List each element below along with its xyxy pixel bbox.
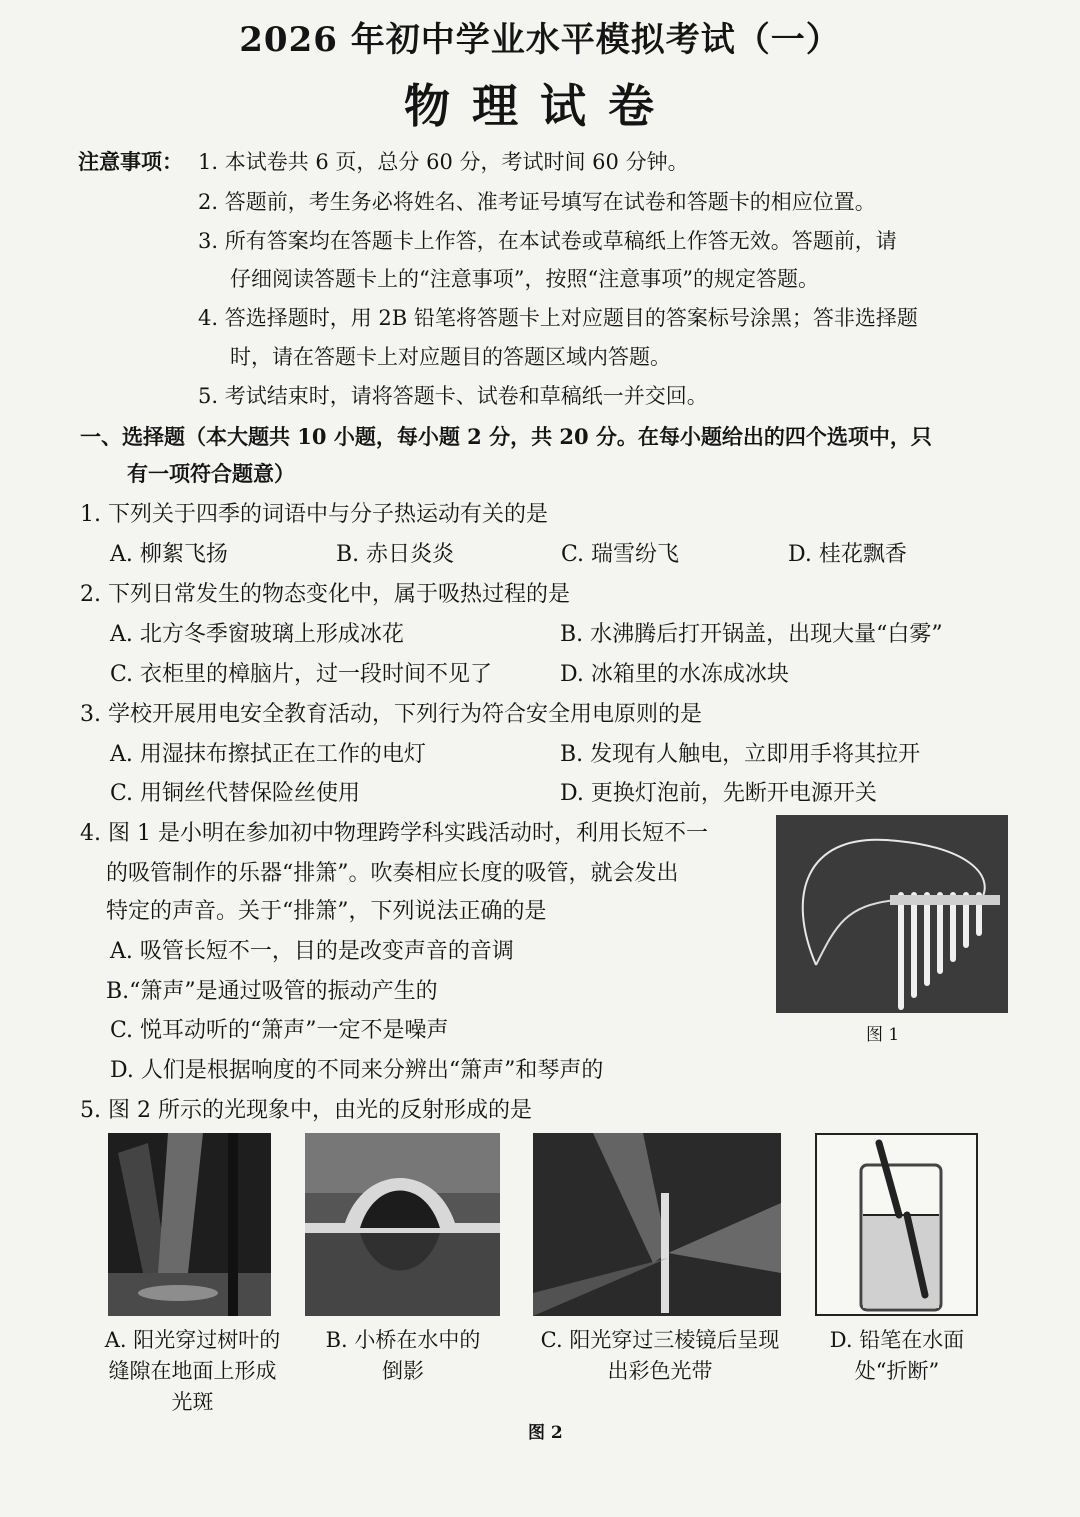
q5-photo-a-tree-light (108, 1133, 271, 1316)
q5-photo-c-prism (533, 1133, 781, 1316)
q3-stem: 3. 学校开展用电安全教育活动，下列行为符合安全用电原则的是 (80, 702, 702, 727)
q3-option-b: B. 发现有人触电，立即用手将其拉开 (560, 742, 921, 767)
notice-item-3: 3. 所有答案均在答题卡上作答，在本试卷或草稿纸上作答无效。答题前，请 (198, 229, 897, 253)
q2-option-b: B. 水沸腾后打开锅盖，出现大量“白雾” (560, 622, 943, 647)
q5-option-b: B. 小桥在水中的倒影 (325, 1328, 481, 1383)
q3-option-a: A. 用湿抹布擦拭正在工作的电灯 (110, 742, 426, 767)
q5-option-a: A. 阳光穿过树叶的缝隙在地面上形成光斑 (104, 1328, 281, 1414)
q1-option-a: A. 柳絮飞扬 (110, 542, 228, 567)
q1-option-b: B. 赤日炎炎 (336, 542, 455, 567)
q4-option-c: C. 悦耳动听的“箫声”一定不是噪声 (110, 1018, 449, 1043)
exam-title: 2026 年初中学业水平模拟考试（一） (239, 20, 841, 60)
q1-option-c: C. 瑞雪纷飞 (561, 542, 680, 567)
q3-option-d: D. 更换灯泡前，先断开电源开关 (560, 781, 877, 806)
notice-item-3-cont: 仔细阅读答题卡上的“注意事项”，按照“注意事项”的规定答题。 (230, 267, 819, 291)
q5-option-d: D. 铅笔在水面处“折断” (829, 1328, 965, 1383)
q2-option-c: C. 衣柜里的樟脑片，过一段时间不见了 (110, 662, 493, 687)
q2-stem: 2. 下列日常发生的物态变化中，属于吸热过程的是 (80, 582, 570, 607)
q4-option-a: A. 吸管长短不一，目的是改变声音的音调 (110, 939, 514, 964)
q4-stem-cont: 的吸管制作的乐器“排箫”。吹奏相应长度的吸管，就会发出 (106, 861, 679, 886)
q4-option-b: B.“箫声”是通过吸管的振动产生的 (106, 979, 438, 1004)
notice-item-2: 2. 答题前，考生务必将姓名、准考证号填写在试卷和答题卡的相应位置。 (198, 190, 876, 214)
notice-item-1: 1. 本试卷共 6 页，总分 60 分，考试时间 60 分钟。 (198, 150, 689, 174)
q5-stem: 5. 图 2 所示的光现象中，由光的反射形成的是 (80, 1098, 532, 1123)
section-heading: 一、选择题（本大题共 10 小题，每小题 2 分，共 20 分。在每小题给出的四个选项中，只 (80, 424, 932, 449)
q5-photo-b-bridge-reflection (305, 1133, 500, 1316)
figure-1-label: 图 1 (866, 1025, 900, 1045)
figure-2-label: 图 2 (528, 1423, 563, 1443)
q2-option-a: A. 北方冬季窗玻璃上形成冰花 (110, 622, 404, 647)
q5-option-c: C. 阳光穿过三棱镜后呈现出彩色光带 (540, 1328, 780, 1383)
q2-option-d: D. 冰箱里的水冻成冰块 (560, 662, 789, 687)
notice-item-4: 4. 答选择题时，用 2B 铅笔将答题卡上对应题目的答案标号涂黑；答非选择题 (198, 306, 918, 330)
notice-item-5: 5. 考试结束时，请将答题卡、试卷和草稿纸一并交回。 (198, 384, 708, 408)
q4-stem: 4. 图 1 是小明在参加初中物理跨学科实践活动时，利用长短不一 (80, 821, 708, 846)
q1-stem: 1. 下列关于四季的词语中与分子热运动有关的是 (80, 502, 548, 527)
q4-option-d: D. 人们是根据响度的不同来分辨出“箫声”和琴声的 (110, 1058, 604, 1083)
notice-label: 注意事项： (78, 149, 183, 174)
figure-1-panflute-photo (776, 815, 1008, 1013)
q1-option-d: D. 桂花飘香 (788, 542, 907, 567)
q4-stem-cont: 特定的声音。关于“排箫”，下列说法正确的是 (106, 899, 547, 924)
q5-photo-d-pencil-in-water (815, 1133, 978, 1316)
notice-item-4-cont: 时，请在答题卡上对应题目的答题区域内答题。 (230, 345, 671, 369)
section-heading-cont: 有一项符合题意） (127, 461, 295, 486)
q3-option-c: C. 用铜丝代替保险丝使用 (110, 781, 361, 806)
subject-title: 物理试卷 (404, 79, 676, 133)
